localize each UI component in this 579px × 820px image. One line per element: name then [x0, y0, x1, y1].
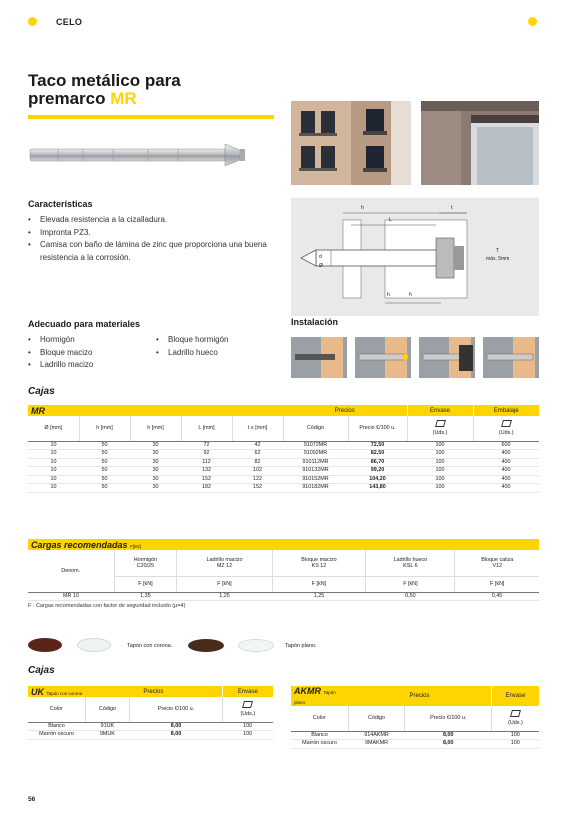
akmr-table: [291, 686, 539, 749]
anchor-product-image: [28, 140, 253, 170]
material-header: Hormigón C20/25: [114, 550, 177, 576]
col-header-envase: (Uds.): [407, 416, 473, 441]
list-item: • Bloque hormigón: [156, 334, 276, 347]
table-cell: 910152MR: [283, 475, 348, 484]
unit-header: F [kN]: [455, 576, 539, 592]
box-icon: [435, 420, 446, 427]
table-cell: 100: [407, 458, 473, 467]
corner-dot: [528, 17, 537, 26]
table-cell: 82,50: [348, 450, 407, 459]
col-header: Código: [85, 697, 130, 722]
table-cell: 99,20: [348, 467, 407, 476]
envase-group: Envase: [407, 405, 473, 416]
title-underline: [28, 115, 274, 119]
materiales-heading: Adecuado para materiales: [28, 319, 141, 329]
brand-dot: [28, 17, 37, 26]
envase-group: Envase: [491, 686, 539, 706]
table-cell: 104,20: [348, 475, 407, 484]
table-row: [28, 467, 539, 476]
table-cell: 100: [407, 441, 473, 450]
table-row: [28, 458, 539, 467]
list-item: • Impronta PZ3.: [28, 227, 278, 240]
table-row: MR 10 1,35 1,25 1,25 0,50 0,45: [28, 592, 539, 601]
col-header: Color: [28, 697, 85, 722]
table-row: [28, 484, 539, 493]
table-cell: 30: [130, 441, 181, 450]
cajas-heading: Cajas: [28, 386, 55, 397]
mr-table: [28, 405, 539, 493]
col-header: h [mm]: [130, 416, 181, 441]
table-cell: 10: [28, 441, 79, 450]
table-cell: 152: [232, 484, 283, 493]
diagram-label: d: [319, 254, 322, 260]
material-header: Bloque macizo KS 12: [272, 550, 366, 576]
mr-table-label: MR: [28, 405, 283, 416]
col-header: Color: [291, 706, 348, 731]
table-cell: 30: [130, 450, 181, 459]
table-cell: 10: [28, 450, 79, 459]
table-row: Blanco 91UK 8,00 100: [28, 722, 273, 731]
cajas-heading-2: Cajas: [28, 665, 55, 676]
caracteristicas-list: [28, 214, 278, 264]
table-cell: 50: [79, 450, 130, 459]
brown-cap-corona: [28, 638, 62, 652]
table-cell: 182: [181, 484, 232, 493]
table-cell: 30: [130, 475, 181, 484]
table-row: [28, 475, 539, 484]
col-header: h [mm]: [79, 416, 130, 441]
table-cell: 91072MR: [283, 441, 348, 450]
col-header: Código: [283, 416, 348, 441]
col-header: Ø [mm]: [28, 416, 79, 441]
title-line-1: Taco metálico para: [28, 71, 181, 90]
diagram-label: h: [387, 292, 390, 298]
uk-label: UK Tapón con corona: [28, 686, 85, 697]
white-cap-plano: [238, 639, 274, 652]
table-cell: 102: [232, 467, 283, 476]
table-cell: 100: [407, 475, 473, 484]
brand-name: CELO: [56, 17, 83, 27]
table-cell: 50: [79, 475, 130, 484]
table-cell: 910112MR: [283, 458, 348, 467]
window-photo: [421, 101, 539, 185]
table-cell: 400: [473, 467, 539, 476]
diagram-label: Ø: [319, 263, 323, 269]
table-cell: 100: [407, 450, 473, 459]
col-header: Precio €/100 u.: [405, 706, 491, 731]
table-cell: 30: [130, 458, 181, 467]
caracteristicas-heading: Características: [28, 199, 93, 209]
title-main: premarco: [28, 89, 111, 108]
title-highlight: MR: [110, 89, 137, 108]
table-cell: 30: [130, 484, 181, 493]
col-header: Código: [348, 706, 405, 731]
embalaje-group: Embalaje: [473, 405, 539, 416]
cargas-table: [28, 539, 539, 601]
material-header: Ladrillo macizo MZ 12: [177, 550, 272, 576]
table-cell: 91092MR: [283, 450, 348, 459]
material-header: Bloque caliza V12: [455, 550, 539, 576]
table-cell: 400: [473, 450, 539, 459]
unit-header: F [kN]: [114, 576, 177, 592]
table-cell: 143,80: [348, 484, 407, 493]
cap-plano-label: Tapón plano.: [285, 643, 317, 649]
list-item: • Camisa con baño de lámina de zinc que proporciona una buena resistencia a la corrosión.: [28, 239, 278, 264]
table-cell: 50: [79, 441, 130, 450]
box-icon: [242, 701, 253, 708]
precios-group: Precios: [85, 686, 222, 697]
table-cell: 400: [473, 458, 539, 467]
page-title: [28, 72, 278, 108]
col-header: t ≤ [mm]: [232, 416, 283, 441]
precios-group: Precios: [348, 686, 491, 706]
materiales-list-1: [28, 334, 148, 372]
table-cell: 10: [28, 484, 79, 493]
table-cell: 152: [181, 475, 232, 484]
diagram-label: t: [451, 205, 453, 211]
table-row: [28, 441, 539, 450]
list-item: • Elevada resistencia a la cizalladura.: [28, 214, 278, 227]
table-cell: 30: [130, 467, 181, 476]
table-cell: 100: [407, 467, 473, 476]
step-1: [291, 337, 347, 378]
building-photo: [291, 101, 411, 185]
table-cell: 92: [181, 450, 232, 459]
akmr-label: AKMR Tapón plano: [291, 686, 348, 706]
page-number: 56: [28, 796, 36, 803]
list-item: • Ladrillo macizo: [28, 359, 148, 372]
table-cell: 62: [232, 450, 283, 459]
col-header: Precio €/100 u.: [130, 697, 222, 722]
table-cell: 132: [181, 467, 232, 476]
brown-cap-plano: [188, 639, 224, 652]
table-cell: 400: [473, 484, 539, 493]
table-cell: 600: [473, 441, 539, 450]
material-header: Ladrillo hueco KSL 6: [366, 550, 455, 576]
box-icon: [510, 710, 521, 717]
list-item: • Ladrillo hueco: [156, 347, 276, 360]
list-item: • Hormigón: [28, 334, 148, 347]
denom-header: Denom.: [28, 550, 114, 592]
table-row: Marrón oscuro 9MUK 8,00 100: [28, 731, 273, 740]
table-cell: 50: [79, 467, 130, 476]
table-cell: 86,70: [348, 458, 407, 467]
table-cell: 910182MR: [283, 484, 348, 493]
installation-steps: [291, 337, 539, 378]
col-header-envase: (Uds.): [222, 697, 273, 722]
col-header: L [mm]: [181, 416, 232, 441]
col-header: Precio €/100 u.: [348, 416, 407, 441]
table-cell: 122: [232, 475, 283, 484]
unit-header: F [kN]: [177, 576, 272, 592]
col-header-envase: (Uds.): [491, 706, 539, 731]
table-row: Blanco 914AKMR 8,00 100: [291, 731, 539, 740]
unit-header: F [kN]: [366, 576, 455, 592]
table-cell: 82: [232, 458, 283, 467]
table-cell: 72,50: [348, 441, 407, 450]
table-cell: 72: [181, 441, 232, 450]
table-cell: 10: [28, 458, 79, 467]
unit-header: F [kN]: [272, 576, 366, 592]
white-cap-corona: [77, 638, 111, 652]
table-cell: 42: [232, 441, 283, 450]
technical-diagram: [291, 198, 539, 316]
table-row: [28, 450, 539, 459]
col-header-embalaje: (Uds.): [473, 416, 539, 441]
table-cell: 10: [28, 467, 79, 476]
table-cell: 100: [407, 484, 473, 493]
envase-group: Envase: [222, 686, 273, 697]
diagram-label: h: [409, 292, 412, 298]
table-row: Marrón oscuro 9MAKMR 8,00 100: [291, 740, 539, 749]
cargas-note: F : Cargas recomendadas con factor de seguridad incluido (µ=4): [28, 603, 186, 609]
table-cell: 50: [79, 484, 130, 493]
table-cell: 10: [28, 475, 79, 484]
list-item: • Bloque macizo: [28, 347, 148, 360]
precios-group: Precios: [283, 405, 407, 416]
table-cell: 400: [473, 475, 539, 484]
diagram-label: máx. 5mm: [486, 256, 510, 262]
cargas-title: Cargas recomendadas F[kN]: [28, 539, 539, 550]
box-icon: [501, 420, 512, 427]
instalacion-heading: Instalación: [291, 317, 339, 327]
diagram-label: T: [496, 248, 500, 254]
table-cell: 910132MR: [283, 467, 348, 476]
materiales-list-2: [156, 334, 276, 359]
diagram-label: h: [361, 205, 364, 211]
uk-table: [28, 686, 273, 740]
diagram-label: L: [389, 217, 392, 223]
cap-corona-label: Tapón con corona.: [127, 643, 173, 649]
table-cell: 50: [79, 458, 130, 467]
title-line-2: [28, 90, 278, 108]
table-cell: 112: [181, 458, 232, 467]
